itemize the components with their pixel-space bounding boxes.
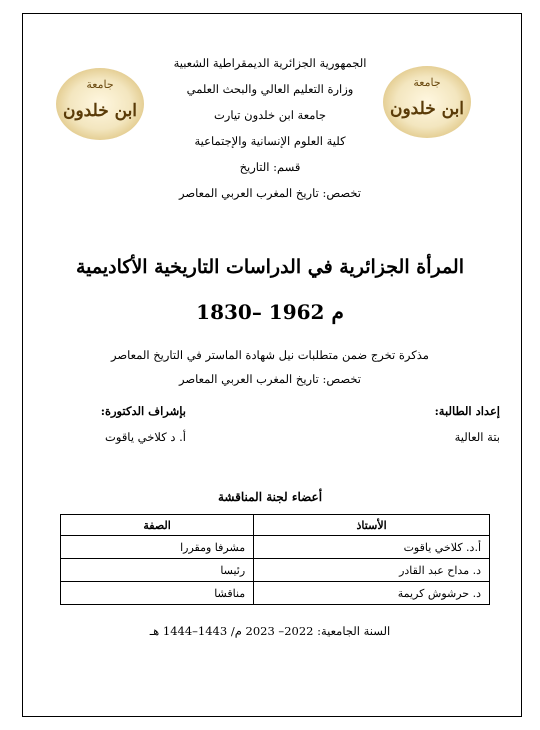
student-name: بتة العالية xyxy=(454,430,500,444)
column-header-role: الصفة xyxy=(61,515,254,536)
header-faculty: كلية العلوم الإنسانية والإجتماعية xyxy=(194,134,346,148)
member-name: د. حرشوش كريمة xyxy=(254,582,490,605)
header-ministry: وزارة التعليم العالي والبحث العلمي xyxy=(186,82,354,96)
university-logo-left-icon xyxy=(55,66,145,142)
logo-text-top: جامعة xyxy=(86,78,114,91)
supervisor-name: أ. د كلاخي ياقوت xyxy=(105,430,186,444)
header-department: قسم: التاريخ xyxy=(239,160,301,174)
member-role: مناقشا xyxy=(61,582,254,605)
memo-description: مذكرة تخرج ضمن متطلبات نيل شهادة الماستر في التاريخ المعاصر xyxy=(111,348,429,362)
supervisor-label: بإشراف الدكتورة: xyxy=(100,404,186,418)
member-role: رئيسا xyxy=(61,559,254,582)
thesis-title: المرأة الجزائرية في الدراسات التاريخية الأكاديمية xyxy=(75,256,465,278)
logo-text-main: ابن خلدون xyxy=(389,99,465,119)
thesis-years: 1830– 1962 م xyxy=(196,300,344,324)
header-university: جامعة ابن خلدون تيارت xyxy=(213,108,327,122)
column-header-professor: الأستاذ xyxy=(254,515,490,536)
logo-text-main: ابن خلدون xyxy=(62,101,138,121)
committee-table xyxy=(60,514,490,605)
header-republic: الجمهورية الجزائرية الديمقراطية الشعبية xyxy=(173,56,367,70)
table-header-row xyxy=(61,515,490,536)
member-name: أ.د. كلاخي ياقوت xyxy=(254,536,490,559)
member-name: د. مداح عبد القادر xyxy=(254,559,490,582)
logo-text-top: جامعة xyxy=(413,76,441,89)
table-row xyxy=(61,559,490,582)
table-row xyxy=(61,536,490,559)
academic-year: السنة الجامعية: 2022– 2023 م/ 1443–1444 هـ xyxy=(149,624,391,638)
committee-title: أعضاء لجنة المناقشة xyxy=(217,490,323,504)
university-logo-right-icon xyxy=(382,64,472,140)
memo-specialty: تخصص: تاريخ المغرب العربي المعاصر xyxy=(178,372,362,386)
table-row xyxy=(61,582,490,605)
header-specialty: تخصص: تاريخ المغرب العربي المعاصر xyxy=(178,186,362,200)
student-label: إعداد الطالبة: xyxy=(434,404,500,418)
member-role: مشرفا ومقررا xyxy=(61,536,254,559)
